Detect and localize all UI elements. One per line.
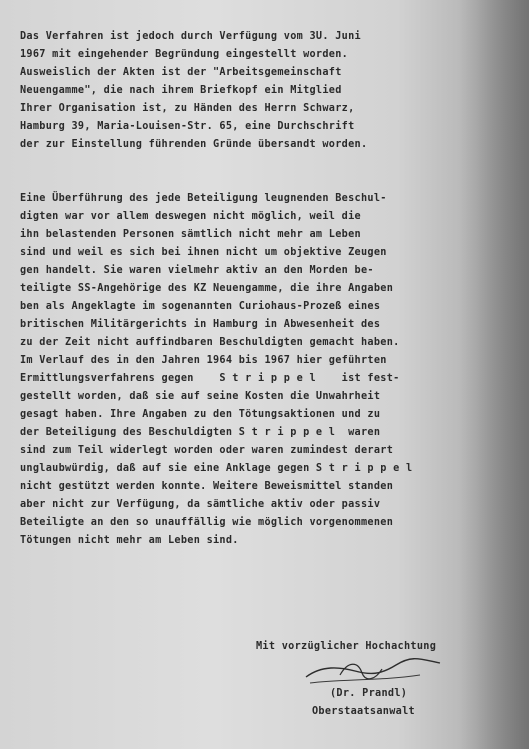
text-line: zu der Zeit nicht auffindbaren Beschuldigten gemacht haben. [20, 337, 400, 348]
text-line: britischen Militärgerichts in Hamburg in Abwesenheit des [20, 319, 381, 330]
text-line: gen handelt. Sie waren vielmehr aktiv an den Morden be- [20, 265, 374, 276]
text-line: Ermittlungsverfahrens gegen S t r i p p e l ist fest- [20, 373, 400, 384]
text-line: digten war vor allem deswegen nicht möglich, weil die [20, 211, 361, 222]
text-line: sind und weil es sich bei ihnen nicht um objektive Zeugen [20, 247, 387, 258]
text-line: aber nicht zur Verfügung, da sämtliche aktiv oder passiv [20, 499, 381, 510]
text-line: ben als Angeklagte im sogenannten Curiohaus-Prozeß eines [20, 301, 381, 312]
text-line: ihn belastenden Personen sämtlich nicht mehr am Leben [20, 229, 361, 240]
text-line: teiligte SS-Angehörige des KZ Neuengamme, die ihre Angaben [20, 283, 394, 294]
text-line: der zur Einstellung führenden Gründe übersandt worden. [20, 139, 368, 150]
text-line: Ihrer Organisation ist, zu Händen des Herrn Schwarz, [20, 103, 355, 114]
text-line: gestellt worden, daß sie auf seine Kosten die Unwahrheit [20, 391, 381, 402]
text-line: gesagt haben. Ihre Angaben zu den Tötungsaktionen und zu [20, 409, 381, 420]
text-line: Ausweislich der Akten ist der "Arbeitsgemeinschaft [20, 67, 342, 78]
closing-salutation: Mit vorzüglicher Hochachtung [256, 641, 437, 652]
text-line: Hamburg 39, Maria-Louisen-Str. 65, eine Durchschrift [20, 121, 355, 132]
text-line: Beteiligte an den so unauffällig wie möglich vorgenommenen [20, 517, 394, 528]
text-line: Das Verfahren ist jedoch durch Verfügung vom 3U. Juni [20, 31, 361, 42]
text-line: 1967 mit eingehender Begründung eingestellt worden. [20, 49, 349, 60]
text-line: Tötungen nicht mehr am Leben sind. [20, 535, 239, 546]
handwritten-signature [300, 655, 450, 689]
paragraph-reasons [20, 190, 498, 550]
text-line: Im Verlauf des in den Jahren 1964 bis 1967 hier geführten [20, 355, 387, 366]
text-line: der Beteiligung des Beschuldigten S t r i p p e l waren [20, 427, 381, 438]
signatory-name: (Dr. Prandl) [330, 688, 408, 699]
paragraph-procedure-discontinued [20, 28, 498, 154]
text-line: unglaubwürdig, daß auf sie eine Anklage gegen S t r i p p e l [20, 463, 413, 474]
text-line: sind zum Teil widerlegt worden oder waren zumindest derart [20, 445, 394, 456]
signatory-title: Oberstaatsanwalt [312, 706, 415, 717]
text-line: Eine Überführung des jede Beteiligung leugnenden Beschul- [20, 193, 387, 204]
text-line: nicht gestützt werden konnte. Weitere Beweismittel standen [20, 481, 394, 492]
text-line: Neuengamme", die nach ihrem Briefkopf ein Mitglied [20, 85, 342, 96]
